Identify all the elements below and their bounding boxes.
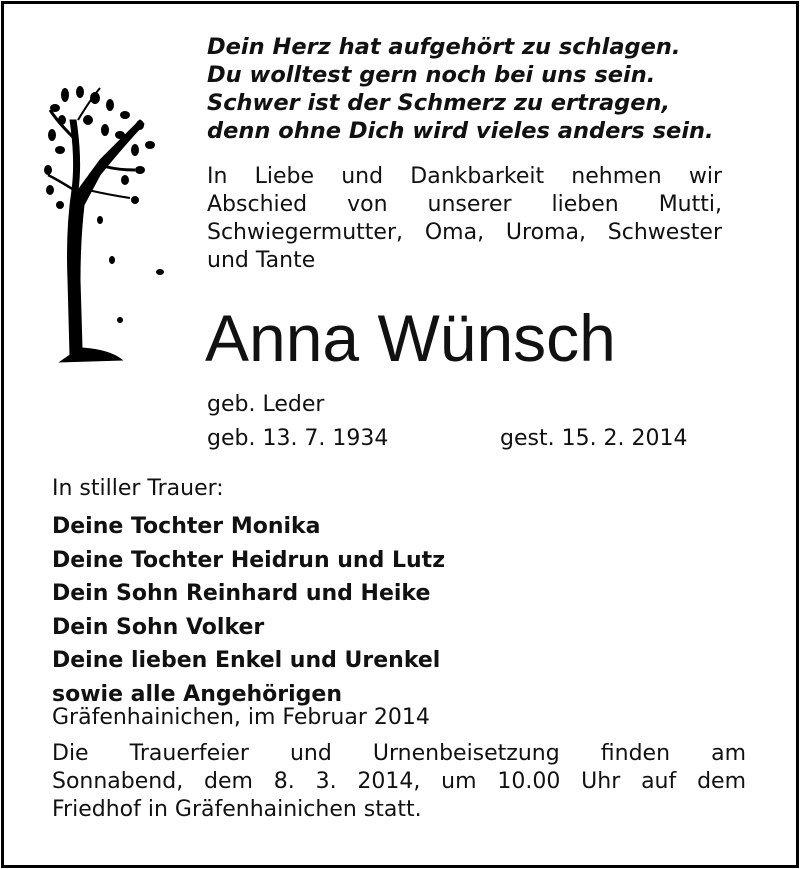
funeral-line: Die Trauerfeier und Urnenbeisetzung finden am [52,741,746,766]
intro-line: und Tante [207,248,316,273]
poem-line: Schwer ist der Schmerz zu ertragen, [207,90,671,116]
intro-text [207,163,722,275]
poem-line: Dein Herz hat aufgehört zu schlagen. [207,34,681,60]
funeral-line: Friedhof in Gräfenhainichen statt. [52,797,422,822]
family-member: Deine Tochter Heidrun und Lutz [52,547,446,573]
intro-line: In Liebe und Dankbarkeit nehmen wir [207,164,722,189]
poem-line: Du wolltest gern noch bei uns sein. [207,62,656,88]
family-member: sowie alle Angehörigen [52,681,343,707]
funeral-line: Sonnabend, dem 8. 3. 2014, um 10.00 Uhr auf dem [52,769,746,794]
poem [207,33,767,145]
family-member: Dein Sohn Volker [52,614,265,640]
mourning-label: In stiller Trauer: [52,476,224,501]
tree-icon [40,80,170,365]
family-member: Dein Sohn Reinhard und Heike [52,581,431,606]
maiden-name: geb. Leder [207,392,325,417]
family-member: Deine Tochter Monika [52,514,321,539]
death-date: gest. 15. 2. 2014 [500,426,688,451]
family-member: Deine lieben Enkel und Urenkel [52,648,441,673]
family-list [52,510,445,711]
place-date: Gräfenhainichen, im Februar 2014 [52,705,430,730]
intro-line: Abschied von unserer lieben Mutti, [207,192,722,217]
funeral-info [52,740,746,824]
birth-date: geb. 13. 7. 1934 [207,426,389,451]
deceased-name: Anna Wünsch [205,301,616,375]
intro-line: Schwiegermutter, Oma, Uroma, Schwester [207,220,722,245]
poem-line: denn ohne Dich wird vieles anders sein. [207,118,714,144]
